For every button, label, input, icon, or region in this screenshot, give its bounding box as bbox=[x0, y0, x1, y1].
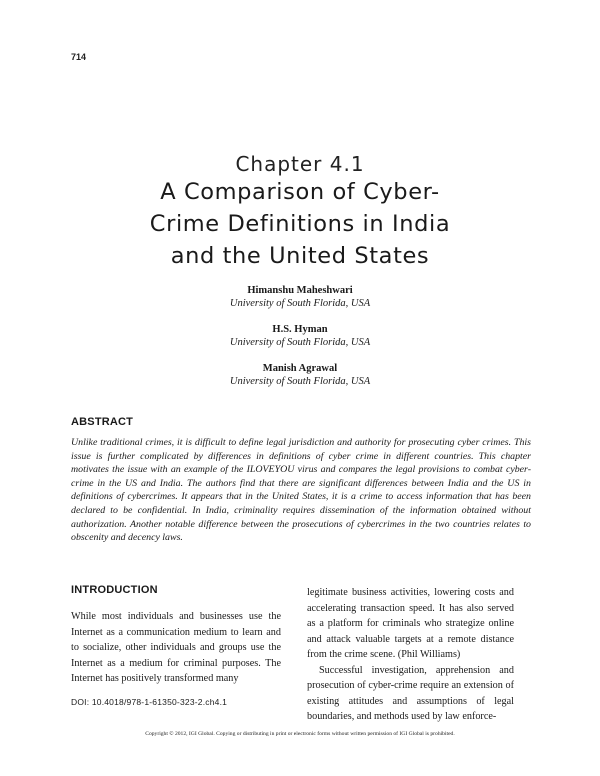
introduction-heading: INTRODUCTION bbox=[71, 584, 158, 596]
title-line: Crime Definitions in India bbox=[149, 211, 451, 237]
abstract-heading: ABSTRACT bbox=[71, 416, 134, 428]
author-list bbox=[0, 284, 600, 401]
right-column bbox=[307, 585, 514, 725]
author-block bbox=[0, 362, 600, 401]
body-paragraph: legitimate business activities, lowering costs and accelerating transaction speed. It has also served as a platform for criminals who strategize online and attack valuable targets at a remote distance from the crime scene. (Phil Williams) bbox=[307, 587, 514, 660]
abstract-text: Unlike traditional crimes, it is difficult to define legal jurisdiction and authority for prosecuting cyber crimes. This issue is further complicated by differences in definitions of cyber crime in different countries. This chapter motivates the issue with an example of the ILOVEYOU virus and compares the legal provisions to combat cyber-crime in the US and India. The authors find that there are significant differences between India and the US in definitions of cybercrimes. It appears that in the United States, it is a crime to access information that has been declared to be confidential. In India, criminality requires dissemination of the information obtained without authorization. Another notable difference between the prosecutions of cybercrimes in the two countries relates to obscenity and decency laws. bbox=[71, 437, 531, 544]
title-line: A Comparison of Cyber- bbox=[160, 179, 440, 205]
title-line: and the United States bbox=[170, 243, 430, 269]
body-paragraph: While most individuals and businesses use the Internet as a communication medium to learn and to socialize, other individuals and groups use the Internet as a medium for criminal purposes. The Internet has positively transformed many bbox=[71, 611, 281, 684]
left-column bbox=[71, 609, 281, 687]
chapter-title bbox=[90, 176, 510, 272]
author-affiliation: University of South Florida, USA bbox=[229, 298, 371, 309]
author-block bbox=[0, 323, 600, 362]
body-paragraph: Successful investigation, apprehension and prosecution of cyber-crime require an extension of existing attitudes and assumptions of legal boundaries, and methods used by law enforce- bbox=[307, 664, 514, 722]
copyright-notice: Copyright © 2012, IGI Global. Copying or distributing in print or electronic forms without written permission of IGI Global is prohibited. bbox=[145, 731, 455, 737]
author-affiliation: University of South Florida, USA bbox=[229, 376, 371, 387]
author-name: Himanshu Maheshwari bbox=[247, 285, 353, 296]
author-affiliation: University of South Florida, USA bbox=[229, 337, 371, 348]
author-block bbox=[0, 284, 600, 323]
author-name: Manish Agrawal bbox=[262, 363, 338, 374]
page-number: 714 bbox=[71, 52, 87, 62]
doi: DOI: 10.4018/978-1-61350-323-2.ch4.1 bbox=[71, 697, 228, 707]
chapter-label: Chapter 4.1 bbox=[235, 152, 365, 176]
author-name: H.S. Hyman bbox=[272, 324, 328, 335]
